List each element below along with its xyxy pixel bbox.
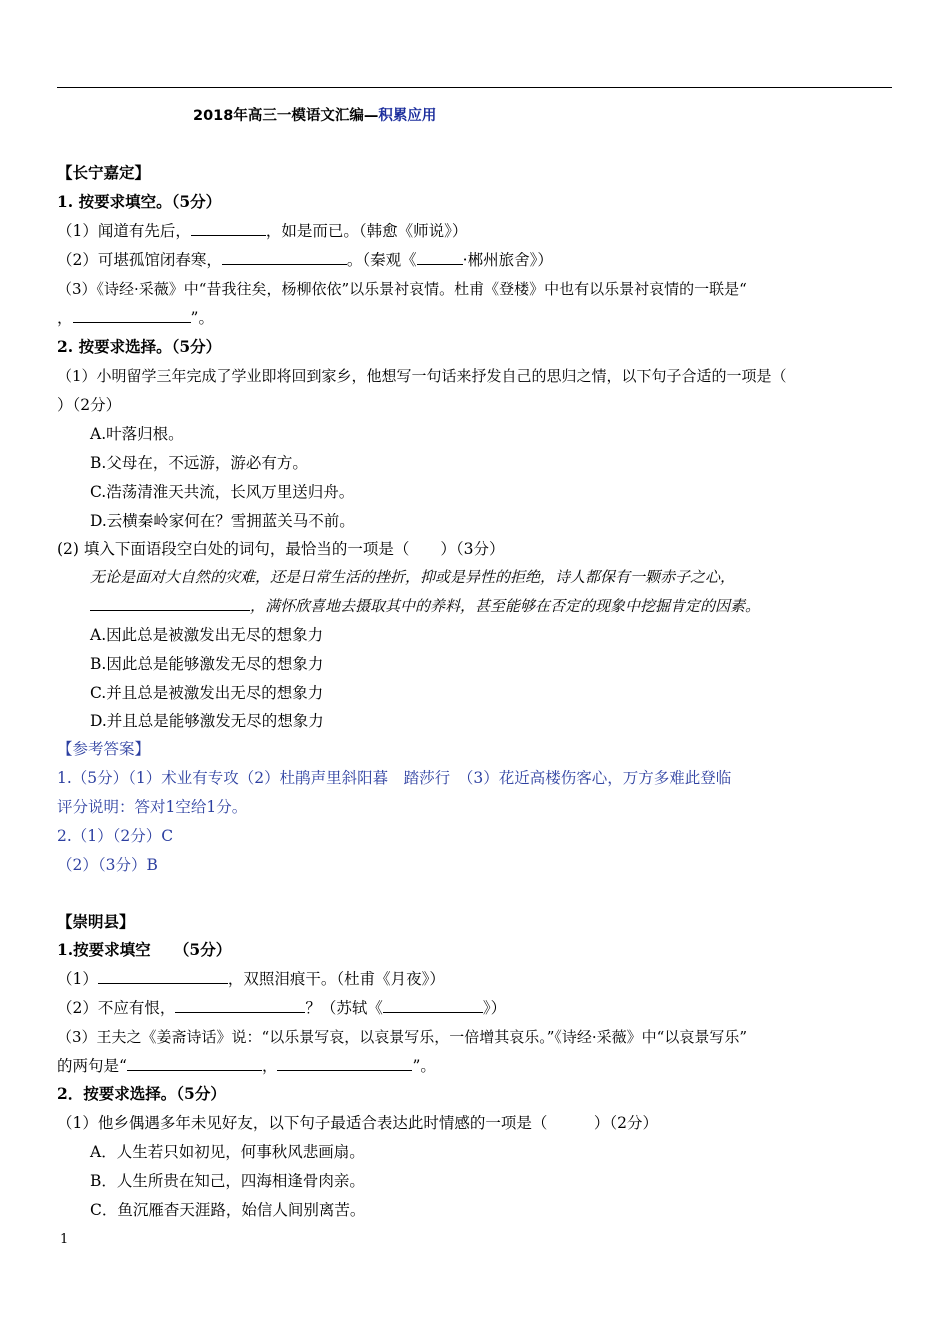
option-a: A．人生若只如初见，何事秋风悲画扇。 (90, 1143, 365, 1161)
question-1-3-cont: 的两句是“ ， ”。 (57, 1057, 436, 1075)
answer-1: 1.（5分）（1）术业有专攻（2）杜鹃声里斜阳暮 踏莎行 （3）花近高楼伤客心，万方多难此登临 (57, 769, 732, 787)
answer-blank (175, 998, 305, 1013)
question-1-heading: 1.按要求填空 （5分） (57, 940, 232, 959)
option-c: C．鱼沉雁杳天涯路，始信人间别离苦。 (90, 1201, 366, 1219)
section-header-changning: 【长宁嘉定】 (57, 163, 151, 182)
option-b: B.父母在，不远游，游必有方。 (90, 454, 308, 472)
answer-blank (90, 596, 250, 611)
option-d: D.并且总是能够激发无尽的想象力 (90, 712, 324, 730)
option-c: C.并且总是被激发出无尽的想象力 (90, 684, 324, 702)
question-2-heading: 2．按要求选择。（5分） (57, 1084, 226, 1103)
answer-blank (98, 969, 228, 984)
question-2-1: （1）他乡偶遇多年未见好友，以下句子最适合表达此时情感的一项是（ ）（2分） (57, 1114, 658, 1132)
option-a: A.叶落归根。 (90, 425, 184, 443)
answer-blank (222, 250, 347, 265)
answer-blank (277, 1056, 412, 1071)
scoring-note: 评分说明：答对1空给1分。 (57, 798, 248, 816)
answer-2-1: 2.（1）（2分）C (57, 827, 174, 845)
answer-blank (127, 1056, 262, 1071)
option-c: C.浩荡清淮天共流，长风万里送归舟。 (90, 483, 355, 501)
page-number: 1 (60, 1232, 69, 1247)
passage-line-1: 无论是面对大自然的灾难，还是日常生活的挫折，抑或是异性的拒绝，诗人都保有一颗赤子之心， (90, 568, 736, 586)
option-b: B．人生所贵在知己，四海相逢骨肉亲。 (90, 1172, 365, 1190)
header-rule (57, 87, 892, 88)
answer-blank (417, 250, 463, 265)
answer-blank (191, 221, 266, 236)
question-1-3-cont: ， ”。 (57, 309, 214, 327)
document-title: 2018年高三一模语文汇编—积累应用 (193, 108, 437, 124)
passage-line-2: ，满怀欣喜地去摄取其中的养料，甚至能够在否定的现象中挖掘肯定的因素。 (90, 596, 760, 616)
question-1-3: （3）《诗经·采薇》中“昔我往矣，杨柳依依”以乐景衬哀情。杜甫《登楼》中也有以乐景衬哀情的一联是“ (57, 280, 747, 298)
answer-2-2: （2）（3分）B (57, 856, 158, 874)
question-1-2: （2）不应有恨， ？（苏轼《 》） (57, 999, 507, 1017)
option-d: D.云横秦岭家何在？雪拥蓝关马不前。 (90, 512, 355, 530)
answer-blank (383, 998, 483, 1013)
question-1-2: （2）可堪孤馆闭春寒， 。（秦观《 ·郴州旅舍》） (57, 251, 553, 269)
question-1-3: （3）王夫之《姜斋诗话》说：“以乐景写哀，以哀景写乐，一倍增其哀乐。”《诗经·采薇》中“以哀景写乐” (57, 1028, 747, 1046)
question-2-1: （1）小明留学三年完成了学业即将回到家乡，他想写一句话来抒发自己的思归之情，以下句子合适的一项是（ (57, 367, 787, 385)
question-1-heading: 1. 按要求填空。（5分） (57, 192, 222, 211)
question-2-1-cont: ）（2分） (57, 396, 122, 414)
answer-blank (73, 308, 191, 323)
option-a: A.因此总是被激发出无尽的想象力 (90, 626, 324, 644)
option-b: B.因此总是能够激发无尽的想象力 (90, 655, 324, 673)
question-2-heading: 2. 按要求选择。（5分） (57, 337, 222, 356)
answer-key-header: 【参考答案】 (57, 740, 151, 758)
question-1-1: （1）闻道有先后， ，如是而已。（韩愈《师说》） (57, 222, 468, 240)
question-1-1: （1） ，双照泪痕干。（杜甫《月夜》） (57, 970, 445, 988)
section-header-chongming: 【崇明县】 (57, 912, 135, 931)
question-2-2: (2) 填入下面语段空白处的词句，最恰当的一项是（ ）（3分） (57, 540, 505, 558)
